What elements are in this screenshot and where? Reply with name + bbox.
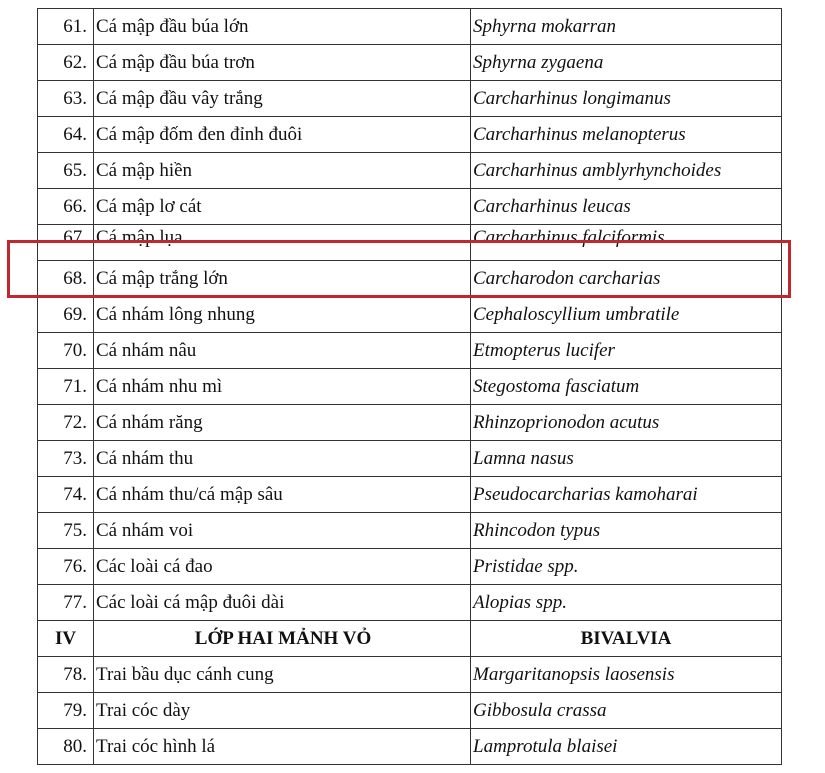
- vietnamese-name: Cá mập đầu búa trơn: [94, 45, 471, 81]
- vietnamese-name: Cá mập hiền: [94, 153, 471, 189]
- table-row: [38, 297, 782, 333]
- scientific-name: Sphyrna zygaena: [471, 45, 782, 81]
- row-number: 70.: [38, 333, 94, 369]
- table-row: [38, 477, 782, 513]
- row-number: 63.: [38, 81, 94, 117]
- vietnamese-name: Cá nhám voi: [94, 513, 471, 549]
- scientific-name: Carcharhinus amblyrhynchoides: [471, 153, 782, 189]
- vietnamese-name: Cá nhám thu: [94, 441, 471, 477]
- table-row: [38, 369, 782, 405]
- row-number: 62.: [38, 45, 94, 81]
- row-number: 79.: [38, 693, 94, 729]
- scientific-name: Stegostoma fasciatum: [471, 369, 782, 405]
- row-number: 80.: [38, 729, 94, 765]
- vietnamese-name: Cá mập lụa: [94, 225, 471, 261]
- vietnamese-name: Cá mập đốm đen đỉnh đuôi: [94, 117, 471, 153]
- table-row: [38, 585, 782, 621]
- scientific-name: Carcharhinus leucas: [471, 189, 782, 225]
- scientific-name: Pseudocarcharias kamoharai: [471, 477, 782, 513]
- table-row: [38, 189, 782, 225]
- scientific-name: Rhincodon typus: [471, 513, 782, 549]
- scientific-name: Cephaloscyllium umbratile: [471, 297, 782, 333]
- row-number: 69.: [38, 297, 94, 333]
- vietnamese-name: Cá mập lơ cát: [94, 189, 471, 225]
- section-title-vietnamese: LỚP HAI MẢNH VỎ: [94, 621, 471, 657]
- vietnamese-name: Cá nhám nâu: [94, 333, 471, 369]
- table-row: [38, 117, 782, 153]
- table-row: [38, 513, 782, 549]
- row-number: 77.: [38, 585, 94, 621]
- row-number: 66.: [38, 189, 94, 225]
- vietnamese-name: Trai cóc hình lá: [94, 729, 471, 765]
- scientific-name: Lamna nasus: [471, 441, 782, 477]
- row-number: 61.: [38, 9, 94, 45]
- scientific-name: Lamprotula blaisei: [471, 729, 782, 765]
- table-row: [38, 405, 782, 441]
- row-number: 73.: [38, 441, 94, 477]
- row-number: 76.: [38, 549, 94, 585]
- vietnamese-name: Các loài cá mập đuôi dài: [94, 585, 471, 621]
- row-number: 64.: [38, 117, 94, 153]
- vietnamese-name: Cá nhám nhu mì: [94, 369, 471, 405]
- vietnamese-name: Các loài cá đao: [94, 549, 471, 585]
- scientific-name: Carcharhinus melanopterus: [471, 117, 782, 153]
- vietnamese-name: Cá mập đầu búa lớn: [94, 9, 471, 45]
- scientific-name: Gibbosula crassa: [471, 693, 782, 729]
- row-number: 65.: [38, 153, 94, 189]
- scientific-name: Carcharodon carcharias: [471, 261, 782, 297]
- scientific-name: Margaritanopsis laosensis: [471, 657, 782, 693]
- scientific-name: Carcharhinus falciformis: [471, 225, 782, 261]
- table-row: [38, 225, 782, 261]
- row-number: 68.: [38, 261, 94, 297]
- table-row: [38, 333, 782, 369]
- vietnamese-name: Cá mập đầu vây trắng: [94, 81, 471, 117]
- section-number: IV: [38, 621, 94, 657]
- vietnamese-name: Cá mập trắng lớn: [94, 261, 471, 297]
- row-number: 78.: [38, 657, 94, 693]
- table-row: [38, 9, 782, 45]
- scientific-name: Carcharhinus longimanus: [471, 81, 782, 117]
- scientific-name: Alopias spp.: [471, 585, 782, 621]
- section-header-row: [38, 621, 782, 657]
- species-table: [37, 8, 782, 765]
- vietnamese-name: Cá nhám lông nhung: [94, 297, 471, 333]
- section-title-latin: BIVALVIA: [471, 621, 782, 657]
- vietnamese-name: Cá nhám răng: [94, 405, 471, 441]
- table-row: [38, 441, 782, 477]
- table-row: [38, 153, 782, 189]
- table-row: [38, 45, 782, 81]
- table-row: [38, 657, 782, 693]
- scientific-name: Rhinzoprionodon acutus: [471, 405, 782, 441]
- table-row: [38, 81, 782, 117]
- vietnamese-name: Cá nhám thu/cá mập sâu: [94, 477, 471, 513]
- vietnamese-name: Trai cóc dày: [94, 693, 471, 729]
- row-number: 75.: [38, 513, 94, 549]
- table-row: [38, 693, 782, 729]
- scientific-name: Sphyrna mokarran: [471, 9, 782, 45]
- row-number: 67.: [38, 225, 94, 261]
- table-row-highlighted: [38, 261, 782, 297]
- scientific-name: Etmopterus lucifer: [471, 333, 782, 369]
- row-number: 74.: [38, 477, 94, 513]
- row-number: 71.: [38, 369, 94, 405]
- scientific-name: Pristidae spp.: [471, 549, 782, 585]
- row-number: 72.: [38, 405, 94, 441]
- vietnamese-name: Trai bầu dục cánh cung: [94, 657, 471, 693]
- table-row: [38, 729, 782, 765]
- table-row: [38, 549, 782, 585]
